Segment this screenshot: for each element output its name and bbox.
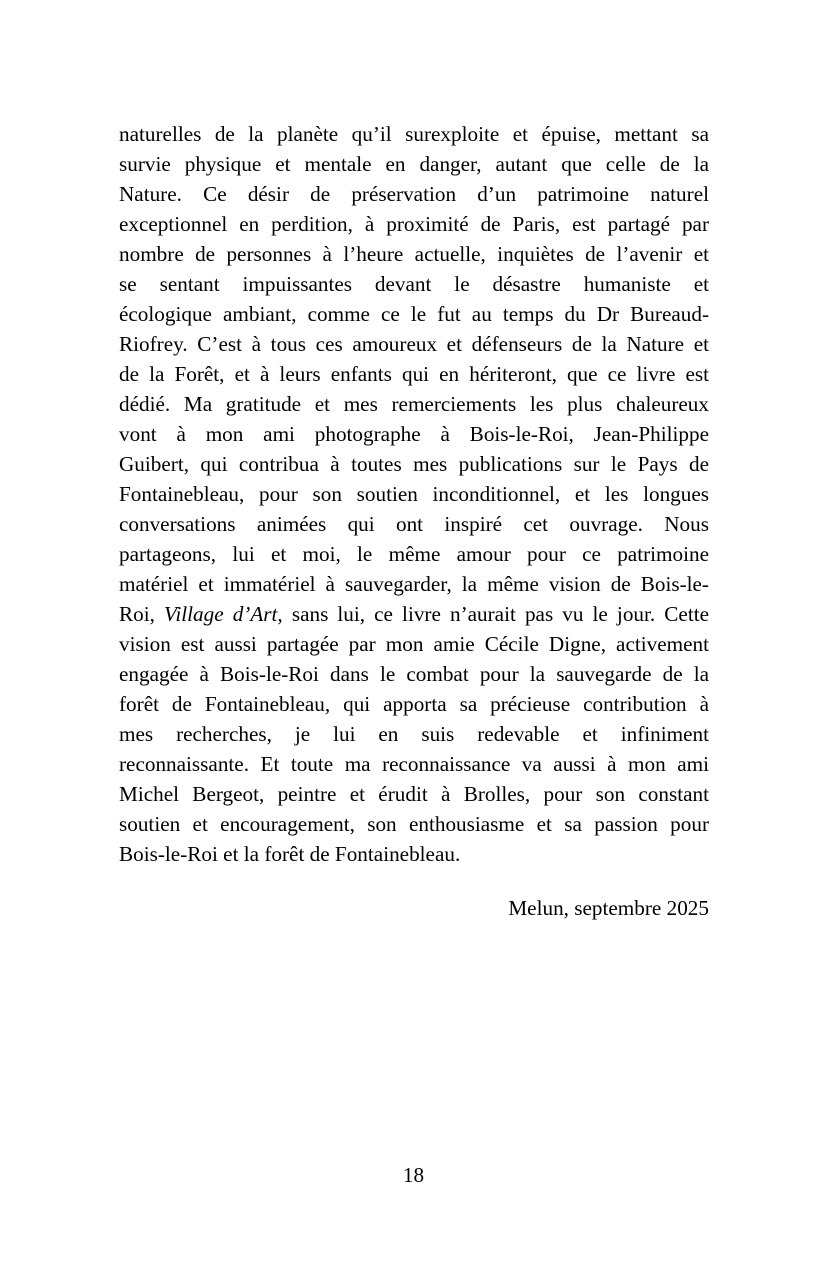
paragraph-line: se sentant impuissantes devant le désastre humaniste et [119, 272, 709, 296]
paragraph-line: forêt de Fontainebleau, qui apporta sa précieuse contribution à [119, 692, 709, 716]
italic-title: Village d’Art, [164, 602, 283, 626]
line-text-before: Roi, [119, 602, 164, 626]
paragraph-line: exceptionnel en perdition, à proximité de Paris, est partagé par [119, 212, 709, 236]
paragraph-line: dédié. Ma gratitude et mes remerciements les plus chaleureux [119, 392, 709, 416]
paragraph-line: nombre de personnes à l’heure actuelle, inquiètes de l’avenir et [119, 242, 709, 266]
paragraph-line: de la Forêt, et à leurs enfants qui en hériteront, que ce livre est [119, 362, 709, 386]
paragraph-line: naturelles de la planète qu’il surexploite et épuise, mettant sa [119, 122, 709, 146]
paragraph-line: Nature. Ce désir de préservation d’un patrimoine naturel [119, 182, 709, 206]
paragraph-line: écologique ambiant, comme ce le fut au temps du Dr Bureaud- [119, 302, 709, 326]
paragraph-last-line: Bois-le-Roi et la forêt de Fontainebleau. [119, 842, 461, 866]
paragraph-line: Michel Bergeot, peintre et érudit à Brolles, pour son constant [119, 782, 709, 806]
page-number: 18 [402, 1163, 425, 1187]
body-paragraph [119, 119, 709, 869]
line-text-after: sans lui, ce livre n’aurait pas vu le jour. Cette [282, 602, 709, 626]
paragraph-line: Guibert, qui contribua à toutes mes publications sur le Pays de [119, 452, 709, 476]
paragraph-line: Fontainebleau, pour son soutien inconditionnel, et les longues [119, 482, 709, 506]
paragraph-line: engagée à Bois-le-Roi dans le combat pour la sauvegarde de la [119, 662, 709, 686]
paragraph-line: matériel et immatériel à sauvegarder, la même vision de Bois-le- [119, 572, 709, 596]
paragraph-line: vision est aussi partagée par mon amie Cécile Digne, activement [119, 632, 709, 656]
place-date-signature: Melun, septembre 2025 [508, 896, 709, 920]
paragraph-line: conversations animées qui ont inspiré cet ouvrage. Nous [119, 512, 709, 536]
paragraph-line: survie physique et mentale en danger, autant que celle de la [119, 152, 709, 176]
paragraph-line: Riofrey. C’est à tous ces amoureux et défenseurs de la Nature et [119, 332, 709, 356]
paragraph-line: partageons, lui et moi, le même amour pour ce patrimoine [119, 542, 709, 566]
paragraph-line-with-italic [119, 599, 709, 629]
paragraph-line: reconnaissante. Et toute ma reconnaissance va aussi à mon ami [119, 752, 709, 776]
paragraph-line: mes recherches, je lui en suis redevable et infiniment [119, 722, 709, 746]
paragraph-line: soutien et encouragement, son enthousiasme et sa passion pour [119, 812, 709, 836]
paragraph-line: vont à mon ami photographe à Bois-le-Roi, Jean-Philippe [119, 422, 709, 446]
